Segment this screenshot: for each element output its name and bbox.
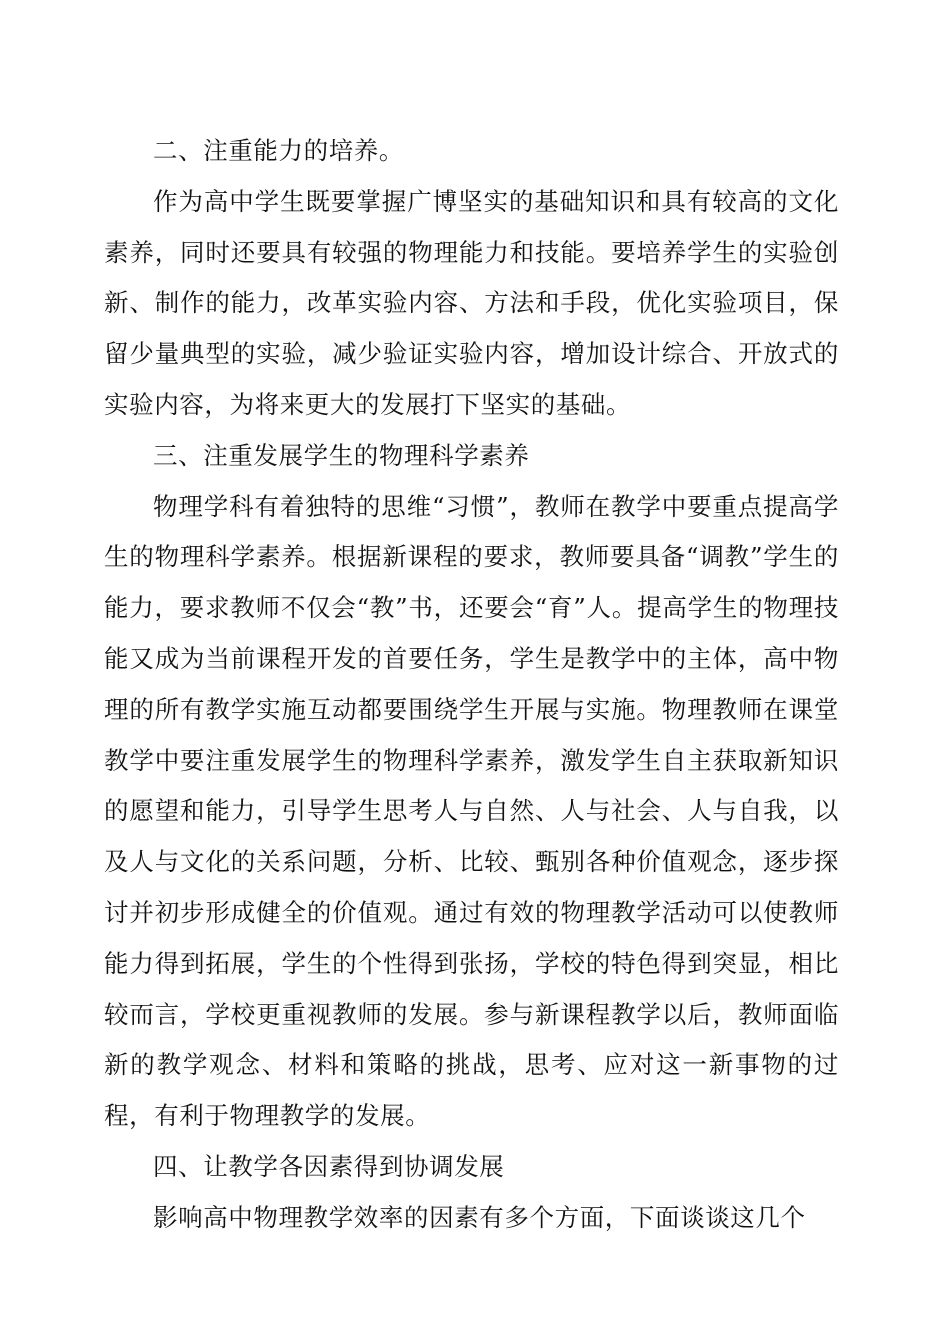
section-2-paragraph: 作为高中学生既要掌握广博坚实的基础知识和具有较高的文化素养，同时还要具有较强的物理能力和技能。要培养学生的实验创新、制作的能力，改革实验内容、方法和手段，优化实验项目，保留少量典型的实验，减少验证实验内容，增加设计综合、开放式的实验内容，为将来更大的发展打下坚实的基础。 [104, 186, 839, 419]
section-heading-2: 二、注重能力的培养。 [153, 136, 404, 165]
section-heading-4: 四、让教学各因素得到协调发展 [153, 1151, 505, 1181]
document-body [104, 126, 839, 1244]
section-4-paragraph: 影响高中物理教学效率的因素有多个方面，下面谈谈这几个 [153, 1202, 806, 1232]
section-3-paragraph: 物理学科有着独特的思维“习惯”，教师在教学中要重点提高学生的物理科学素养。根据新课程的要求，教师要具备“调教”学生的能力，要求教师不仅会“教”书，还要会“育”人。提高学生的物理技能又成为当前课程开发的首要任务，学生是教学中的主体，高中物理的所有教学实施互动都要围绕学生开展与实施。物理教师在课堂教学中要注重发展学生的物理科学素养，激发学生自主获取新知识的愿望和能力，引导学生思考人与自然、人与社会、人与自我，以及人与文化的关系问题，分析、比较、甄别各种价值观念，逐步探讨并初步形成健全的价值观。通过有效的物理教学活动可以使教师能力得到拓展，学生的个性得到张扬，学校的特色得到突显，相比较而言，学校更重视教师的发展。参与新课程教学以后，教师面临新的教学观念、材料和策略的挑战，思考、应对这一新事物的过程，有利于物理教学的发展。 [104, 491, 839, 1131]
section-heading-3: 三、注重发展学生的物理科学素养 [153, 440, 530, 470]
